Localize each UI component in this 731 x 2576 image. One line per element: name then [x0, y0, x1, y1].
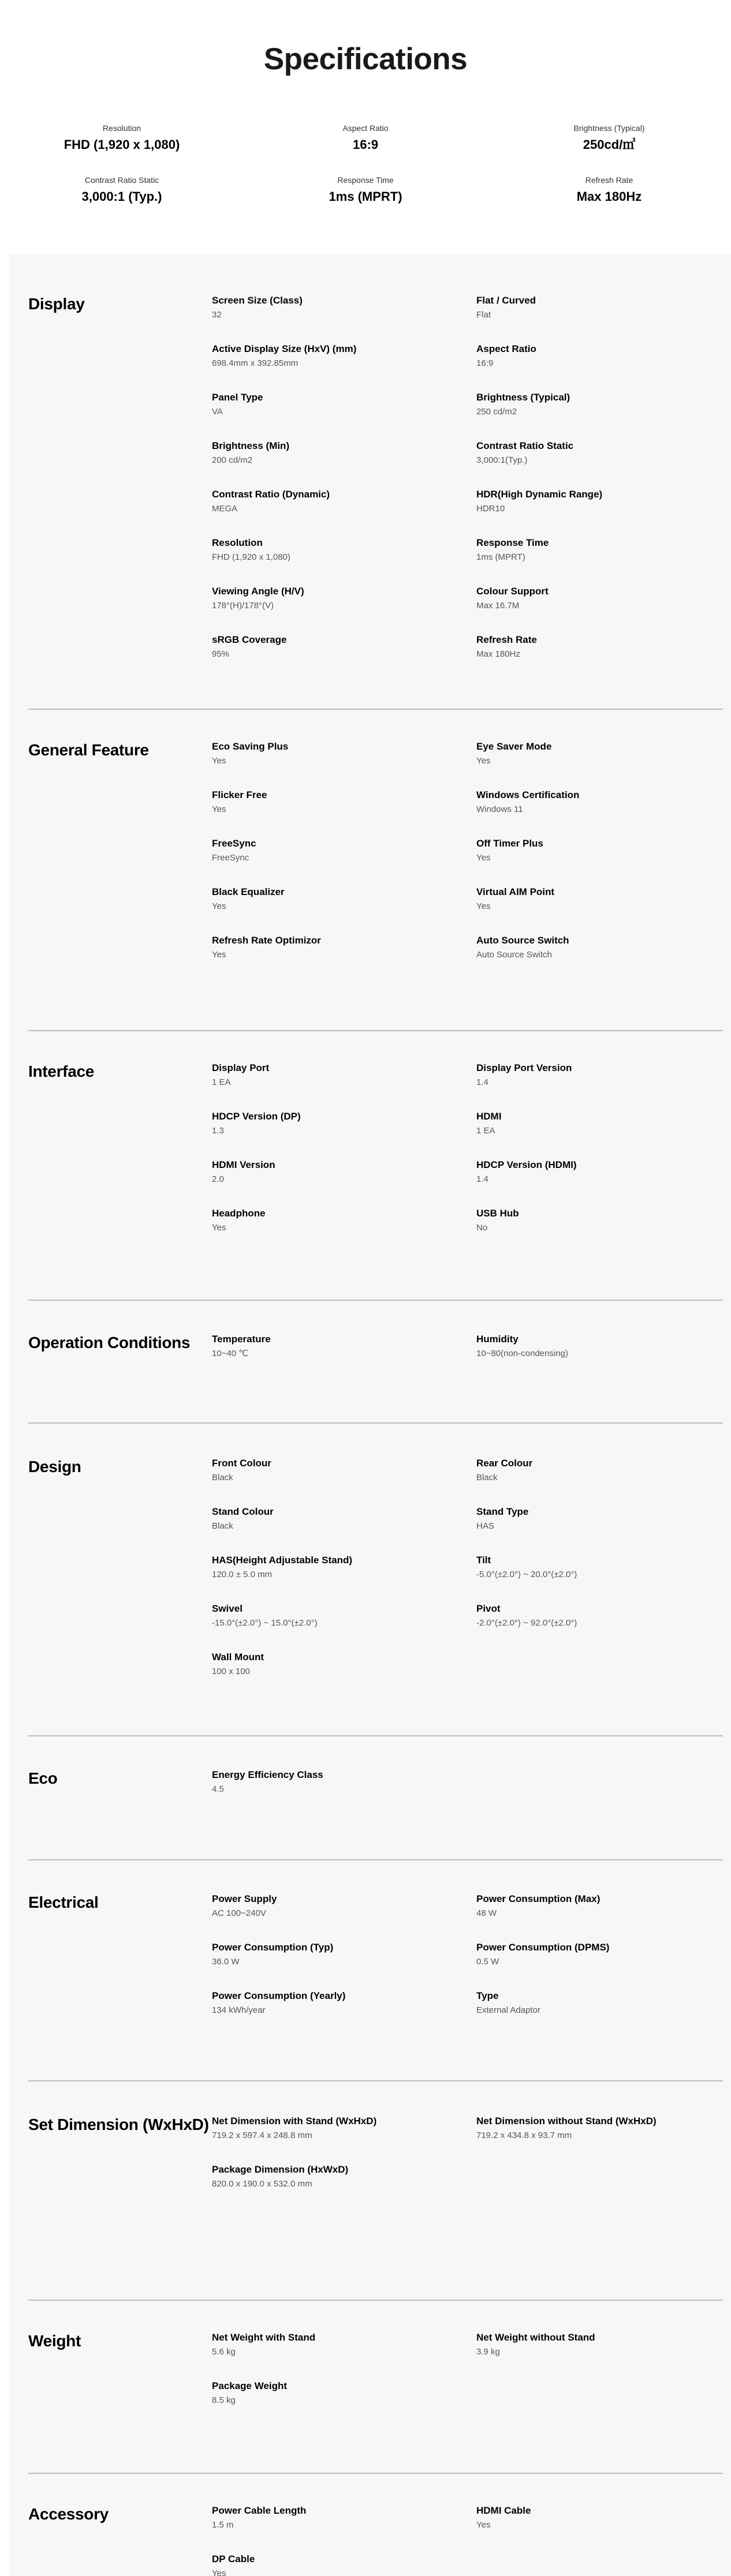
- spec-value: 820.0 x 190.0 x 532.0 mm: [212, 2179, 312, 2189]
- spec-value: 5.6 kg: [212, 2347, 236, 2357]
- spec-name: Display Port Version: [476, 1062, 572, 1073]
- spec-value: Black: [476, 1473, 498, 1482]
- spec-name: Off Timer Plus: [476, 838, 543, 849]
- spec-value: Yes: [476, 756, 491, 766]
- spec-item: [476, 1333, 723, 1381]
- spec-name: Contrast Ratio (Dynamic): [212, 489, 330, 500]
- spec-item: [476, 1893, 723, 1941]
- spec-value: 1 EA: [476, 1126, 495, 1136]
- spec-name: Net Weight without Stand: [476, 2332, 595, 2343]
- spec-item: [212, 2380, 476, 2428]
- spec-name: Contrast Ratio Static: [476, 440, 574, 451]
- highlight-label: Response Time: [337, 175, 394, 185]
- section-divider: [28, 2473, 723, 2474]
- spec-value: 178°(H)/178°(V): [212, 601, 274, 611]
- spec-value: 10~40 ℃: [212, 1349, 249, 1358]
- spec-item: [476, 2504, 723, 2553]
- spec-name: Auto Source Switch: [476, 935, 569, 946]
- spec-value: 1ms (MPRT): [476, 552, 525, 562]
- spec-value: 3.9 kg: [476, 2347, 500, 2357]
- spec-item: [212, 294, 476, 343]
- highlight-label: Contrast Ratio Static: [84, 175, 159, 185]
- spec-value: External Adaptor: [476, 2005, 540, 2015]
- section-divider: [28, 1300, 723, 1301]
- spec-value: -2.0°(±2.0°) ~ 92.0°(±2.0°): [476, 1618, 577, 1628]
- spec-item: [212, 1602, 476, 1651]
- spec-item: [212, 1941, 476, 1990]
- section-title: Electrical: [28, 1893, 99, 1911]
- spec-value: 1 EA: [212, 1077, 231, 1087]
- section-divider: [28, 2080, 723, 2081]
- spec-value: Yes: [476, 853, 491, 863]
- highlight-contrast-ratio: [0, 174, 244, 226]
- spec-value: 698.4mm x 392.85mm: [212, 358, 299, 368]
- spec-name: Resolution: [212, 537, 263, 548]
- highlight-value: Max 180Hz: [576, 189, 642, 204]
- spec-item: [476, 1110, 723, 1159]
- section-divider: [28, 1859, 723, 1860]
- spec-value: Max 16.7M: [476, 601, 520, 611]
- spec-item: [212, 1110, 476, 1159]
- spec-item: [476, 837, 723, 886]
- spec-value: Auto Source Switch: [476, 950, 552, 960]
- highlight-label: Brightness (Typical): [573, 123, 645, 133]
- spec-name: Viewing Angle (H/V): [212, 586, 304, 597]
- spec-value: Windows 11: [476, 804, 523, 814]
- spec-item: [212, 2331, 476, 2380]
- spec-items: [212, 2504, 723, 2576]
- spec-name: Power Consumption (Typ): [212, 1942, 334, 1953]
- spec-value: Yes: [212, 2568, 226, 2576]
- spec-item: [212, 1893, 476, 1941]
- spec-item: [476, 789, 723, 837]
- spec-name: Flicker Free: [212, 789, 267, 800]
- spec-name: Type: [476, 1990, 499, 2001]
- spec-value: 1.4: [476, 1174, 488, 1184]
- spec-value: 250 cd/m2: [476, 407, 517, 417]
- spec-item: [212, 2163, 476, 2212]
- spec-item: [212, 1554, 476, 1602]
- spec-value: FreeSync: [212, 853, 249, 863]
- spec-name: Brightness (Min): [212, 440, 290, 451]
- spec-item: [212, 886, 476, 934]
- spec-name: Power Consumption (Yearly): [212, 1990, 346, 2001]
- spec-name: FreeSync: [212, 838, 256, 849]
- spec-name: Energy Efficiency Class: [212, 1769, 323, 1780]
- spec-item: [212, 2115, 476, 2163]
- spec-name: Eco Saving Plus: [212, 741, 289, 752]
- section-divider: [28, 1735, 723, 1736]
- spec-item: [476, 1990, 723, 2038]
- spec-name: HDCP Version (HDMI): [476, 1159, 577, 1170]
- spec-item: [476, 634, 723, 682]
- spec-item: [212, 1457, 476, 1506]
- page-title: Specifications: [263, 42, 468, 76]
- spec-value: 1.5 m: [212, 2520, 234, 2530]
- spec-name: Refresh Rate Optimizor: [212, 935, 321, 946]
- spec-item: [212, 1769, 476, 1817]
- spec-value: 4.5: [212, 1784, 224, 1794]
- spec-item: [476, 440, 723, 488]
- spec-name: Active Display Size (HxV) (mm): [212, 343, 357, 354]
- spec-item: [212, 1990, 476, 2038]
- spec-item: [476, 2115, 723, 2163]
- spec-value: -5.0°(±2.0°) ~ 20.0°(±2.0°): [476, 1570, 577, 1579]
- spec-name: Colour Support: [476, 586, 549, 597]
- spec-value: 719.2 x 434.8 x 93.7 mm: [476, 2131, 572, 2140]
- spec-name: Temperature: [212, 1334, 271, 1345]
- spec-items: [212, 1062, 723, 1256]
- spec-name: Response Time: [476, 537, 549, 548]
- spec-name: HDMI: [476, 1111, 502, 1122]
- spec-item: [212, 1207, 476, 1256]
- spec-item: [476, 934, 723, 983]
- spec-name: Net Weight with Stand: [212, 2332, 316, 2343]
- spec-item: [212, 440, 476, 488]
- spec-item: [212, 343, 476, 391]
- spec-value: 100 x 100: [212, 1667, 250, 1676]
- spec-name: sRGB Coverage: [212, 634, 287, 645]
- spec-items: [212, 740, 723, 983]
- spec-item: [212, 585, 476, 634]
- spec-name: Net Dimension with Stand (WxHxD): [212, 2116, 377, 2126]
- spec-item: [476, 585, 723, 634]
- section-divider: [28, 1422, 723, 1424]
- spec-items: [212, 1457, 723, 1699]
- spec-item: [212, 1159, 476, 1207]
- spec-item: [476, 294, 723, 343]
- spec-name: Power Consumption (Max): [476, 1893, 601, 1904]
- spec-value: 719.2 x 597.4 x 248.8 mm: [212, 2131, 312, 2140]
- highlight-value: 1ms (MPRT): [329, 189, 402, 204]
- section-title: Set Dimension (WxHxD): [28, 2116, 209, 2133]
- spec-name: DP Cable: [212, 2553, 255, 2564]
- highlight-value: 250cd/㎡: [583, 137, 636, 152]
- spec-name: Front Colour: [212, 1458, 271, 1469]
- spec-item: [476, 886, 723, 934]
- spec-name: Wall Mount: [212, 1652, 264, 1663]
- spec-item: [476, 1941, 723, 1990]
- spec-item: [212, 2504, 476, 2553]
- spec-value: MEGA: [212, 504, 238, 514]
- spec-item: [212, 1333, 476, 1381]
- spec-value: AC 100~240V: [212, 1908, 266, 1918]
- spec-name: Package Dimension (HxWxD): [212, 2164, 349, 2175]
- highlight-refresh-rate: [487, 174, 731, 226]
- spec-value: 95%: [212, 649, 230, 659]
- spec-value: 0.5 W: [476, 1957, 499, 1967]
- spec-value: 10~80(non-condensing): [476, 1349, 568, 1358]
- highlight-row: [0, 122, 731, 174]
- spec-name: Flat / Curved: [476, 295, 536, 306]
- spec-item: [212, 740, 476, 789]
- spec-name: HDMI Cable: [476, 2505, 531, 2516]
- spec-value: Yes: [212, 1223, 226, 1233]
- section-divider: [28, 1030, 723, 1031]
- spec-name: Headphone: [212, 1208, 266, 1219]
- spec-name: Stand Colour: [212, 1506, 274, 1517]
- spec-value: 16:9: [476, 358, 494, 368]
- section-title: General Feature: [28, 741, 149, 759]
- spec-value: 3,000:1(Typ.): [476, 455, 528, 465]
- section-title: Eco: [28, 1769, 58, 1787]
- spec-item: [476, 391, 723, 440]
- spec-value: Yes: [212, 756, 226, 766]
- spec-item: [212, 1651, 476, 1699]
- spec-item: [476, 1159, 723, 1207]
- section-title: Design: [28, 1458, 81, 1476]
- highlight-value: 16:9: [352, 137, 379, 152]
- spec-items: [212, 294, 723, 682]
- spec-item: [476, 1062, 723, 1110]
- highlight-aspect-ratio: [244, 122, 487, 174]
- spec-value: 1.3: [212, 1126, 224, 1136]
- spec-value: 200 cd/m2: [212, 455, 253, 465]
- highlight-specs: [0, 122, 731, 226]
- spec-name: Brightness (Typical): [476, 392, 570, 403]
- spec-name: Rear Colour: [476, 1458, 533, 1469]
- spec-name: Humidity: [476, 1334, 519, 1345]
- highlight-value: 3,000:1 (Typ.): [81, 189, 162, 204]
- spec-name: Windows Certification: [476, 789, 580, 800]
- spec-items: [212, 2115, 723, 2212]
- spec-name: Power Cable Length: [212, 2505, 307, 2516]
- spec-name: Pivot: [476, 1603, 501, 1614]
- spec-value: HDR10: [476, 504, 505, 514]
- spec-sections: [10, 254, 731, 2576]
- highlight-brightness: [487, 122, 731, 174]
- spec-name: Screen Size (Class): [212, 295, 303, 306]
- spec-items: [212, 1333, 723, 1381]
- spec-item: [476, 2331, 723, 2380]
- spec-item: [476, 740, 723, 789]
- spec-value: Max 180Hz: [476, 649, 520, 659]
- spec-name: HDCP Version (DP): [212, 1111, 301, 1122]
- section-divider: [28, 709, 723, 710]
- spec-name: Eye Saver Mode: [476, 741, 552, 752]
- section-title: Accessory: [28, 2505, 109, 2523]
- spec-value: 36.0 W: [212, 1957, 240, 1967]
- spec-value: 8.5 kg: [212, 2395, 236, 2405]
- spec-name: HDR(High Dynamic Range): [476, 489, 603, 500]
- spec-item: [212, 537, 476, 585]
- highlight-label: Refresh Rate: [585, 175, 633, 185]
- section-title: Interface: [28, 1062, 95, 1080]
- spec-item: [212, 634, 476, 682]
- spec-value: FHD (1,920 x 1,080): [212, 552, 290, 562]
- spec-name: Power Supply: [212, 1893, 277, 1904]
- spec-value: HAS: [476, 1521, 494, 1531]
- spec-value: -15.0°(±2.0°) ~ 15.0°(±2.0°): [212, 1618, 318, 1628]
- spec-value: VA: [212, 407, 223, 417]
- spec-item: [476, 343, 723, 391]
- highlight-row: [0, 174, 731, 226]
- spec-value: 120.0 ± 5.0 mm: [212, 1570, 273, 1579]
- section-title: Weight: [28, 2332, 81, 2350]
- spec-items: [212, 1893, 723, 2038]
- spec-value: 1.4: [476, 1077, 488, 1087]
- spec-item: [476, 1602, 723, 1651]
- spec-items: [212, 1769, 723, 1817]
- spec-item: [212, 1506, 476, 1554]
- spec-item: [476, 1554, 723, 1602]
- spec-value: Black: [212, 1473, 233, 1482]
- spec-value: Flat: [476, 310, 491, 320]
- specifications-header: [0, 0, 731, 254]
- spec-items: [212, 2331, 723, 2428]
- spec-item: [212, 789, 476, 837]
- highlight-resolution: [0, 122, 244, 174]
- spec-value: Black: [212, 1521, 233, 1531]
- spec-value: 2.0: [212, 1174, 224, 1184]
- spec-item: [476, 1457, 723, 1506]
- spec-name: HAS(Height Adjustable Stand): [212, 1555, 353, 1566]
- spec-name: Stand Type: [476, 1506, 529, 1517]
- spec-name: HDMI Version: [212, 1159, 275, 1170]
- spec-name: Virtual AIM Point: [476, 886, 555, 897]
- highlight-label: Aspect Ratio: [342, 123, 389, 133]
- spec-value: 48 W: [476, 1908, 497, 1918]
- spec-name: Power Consumption (DPMS): [476, 1942, 610, 1953]
- spec-item: [476, 537, 723, 585]
- section-title: Operation Conditions: [28, 1334, 191, 1351]
- spec-name: USB Hub: [476, 1208, 519, 1219]
- spec-item: [212, 1062, 476, 1110]
- spec-item: [476, 488, 723, 537]
- spec-item: [212, 934, 476, 983]
- spec-value: Yes: [212, 804, 226, 814]
- spec-item: [476, 1506, 723, 1554]
- spec-item: [212, 391, 476, 440]
- section-divider: [28, 2300, 723, 2301]
- highlight-label: Resolution: [102, 123, 141, 133]
- spec-value: Yes: [212, 901, 226, 911]
- spec-item: [476, 1207, 723, 1256]
- spec-name: Panel Type: [212, 392, 263, 403]
- spec-name: Package Weight: [212, 2380, 288, 2391]
- spec-value: Yes: [476, 901, 491, 911]
- section-title: Display: [28, 295, 85, 313]
- spec-value: No: [476, 1223, 488, 1233]
- spec-value: 134 kWh/year: [212, 2005, 266, 2015]
- highlight-response-time: [244, 174, 487, 226]
- spec-name: Black Equalizer: [212, 886, 285, 897]
- spec-value: Yes: [476, 2520, 491, 2530]
- spec-name: Net Dimension without Stand (WxHxD): [476, 2116, 657, 2126]
- spec-name: Aspect Ratio: [476, 343, 536, 354]
- spec-name: Swivel: [212, 1603, 243, 1614]
- highlight-value: FHD (1,920 x 1,080): [64, 137, 180, 152]
- spec-value: Yes: [212, 950, 226, 960]
- spec-name: Tilt: [476, 1555, 491, 1566]
- spec-name: Display Port: [212, 1062, 270, 1073]
- spec-item: [212, 837, 476, 886]
- spec-item: [212, 488, 476, 537]
- spec-name: Refresh Rate: [476, 634, 537, 645]
- spec-value: 32: [212, 310, 222, 320]
- spec-item: [212, 2553, 476, 2576]
